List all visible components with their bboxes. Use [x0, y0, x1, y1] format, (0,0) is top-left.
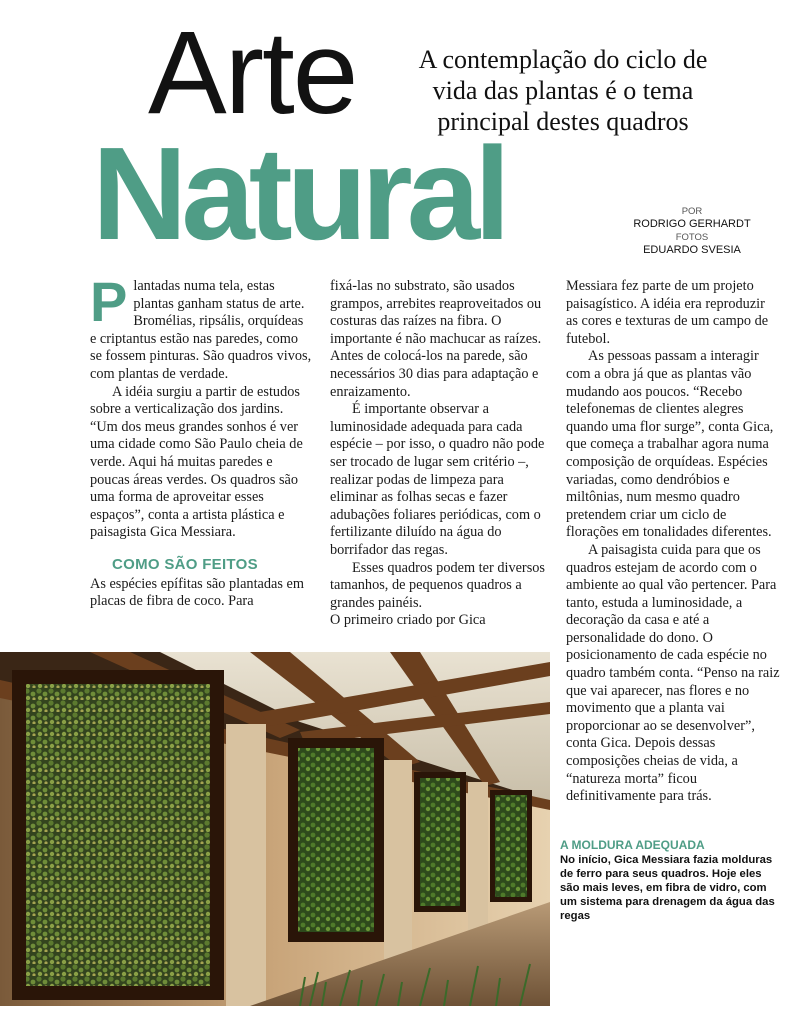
- paragraph-9: As pessoas passam a interagir com a obra já que as plantas vão mudando aos poucos. “Recebo telefonemas de clientes alegres quando uma flor surge”, conta Gica, que começa a trabalhar agora numa composição de orquídeas. Espécies variadas, como dendróbios e miltônias, num mesmo quadro pretendem criar um ciclo de florações em tonalidades diferentes.: [566, 348, 774, 541]
- caption-body: No início, Gica Messiara fazia molduras de ferro para seus quadros. Hoje eles são mais leves, em fibra de vidro, com um sistema para drenagem da água das regas: [560, 854, 775, 922]
- paragraph-2: A idéia surgiu a partir de estudos sobre a verticalização dos jardins. “Um dos meus grandes sonhos é ver uma cidade como São Paulo cheia de verde. Aqui há muitas paredes e poucas áreas verdes. Os quadros são uma forma de aproveitar esses espaços”, conta a artista plástica e paisagista Gica Messiara.: [90, 383, 303, 541]
- title-arte: Arte: [148, 7, 357, 139]
- paragraph-7: O primeiro criado por Gica: [330, 612, 486, 629]
- article-column-1: [90, 270, 312, 611]
- paragraph-5: É importante observar a luminosidade adequada para cada espécie – por isso, o quadro não pode ser trocado de lugar sem critério –, realizar podas de limpeza para eliminar as folhas secas e fazer adubações foliares periódicas, com o fertilizante diluído na água do borrifador das regas.: [330, 401, 545, 558]
- caption-title: A MOLDURA ADEQUADA: [560, 838, 705, 852]
- credits-author: RODRIGO GERHARDT: [633, 218, 751, 230]
- section-heading: COMO SÃO FEITOS: [112, 555, 258, 573]
- paragraph-4: fixá-las no substrato, são usados grampos, arrebites reaproveitados ou costuras das raízes na fibra. O importante é não machucar as raízes. Antes de colocá-los na parede, são necessários 30 dias para adaptação e enraizamento.: [330, 278, 542, 400]
- paragraph-1-text: lantadas numa tela, estas plantas ganham status de arte. Bromélias, ripsális, orquídeas e criptantus estão nas paredes, como se fossem pinturas. São quadros vivos, com plantas de verdade.: [90, 278, 312, 382]
- credits-photos-label: FOTOS: [675, 232, 709, 243]
- paragraph-6: Esses quadros podem ter diversos tamanhos, de pequenos quadros a grandes painéis.: [330, 559, 545, 611]
- credits: [612, 205, 772, 257]
- paragraph-10: A paisagista cuida para que os quadros estejam de acordo com o ambiente ao qual vão pertencer. Para tanto, estuda a luminosidade, a decoração da casa e até a personalidade do dono. O posicionamento de cada espécie no quadro também conta. “Penso na raiz que vai aparecer, nas flores e no movimento que a planta vai proporcionar ao se desenvolver”, conta Gica. Depois dessas composições cheias de vida, a “natureza morta” ficou definitivamente para trás.: [566, 541, 780, 805]
- article-column-3: [566, 278, 780, 806]
- article-column-2: [330, 278, 552, 630]
- dropcap: P: [90, 270, 128, 333]
- credits-by-label: POR: [681, 206, 703, 217]
- photo-caption: [560, 838, 782, 923]
- subtitle: A contemplação do ciclo de vida das plantas é o tema principal destes quadros: [418, 45, 708, 136]
- paragraph-3: As espécies epífitas são plantadas em placas de fibra de coco. Para: [90, 575, 304, 610]
- paragraph-intro: [90, 270, 312, 384]
- title-natural: Natural: [92, 120, 505, 267]
- garden-wall-photo: [0, 652, 550, 1006]
- credits-photographer: EDUARDO SVESIA: [643, 244, 741, 256]
- paragraph-8: Messiara fez parte de um projeto paisagístico. A idéia era reproduzir as cores e texturas de um campo de futebol.: [566, 278, 769, 347]
